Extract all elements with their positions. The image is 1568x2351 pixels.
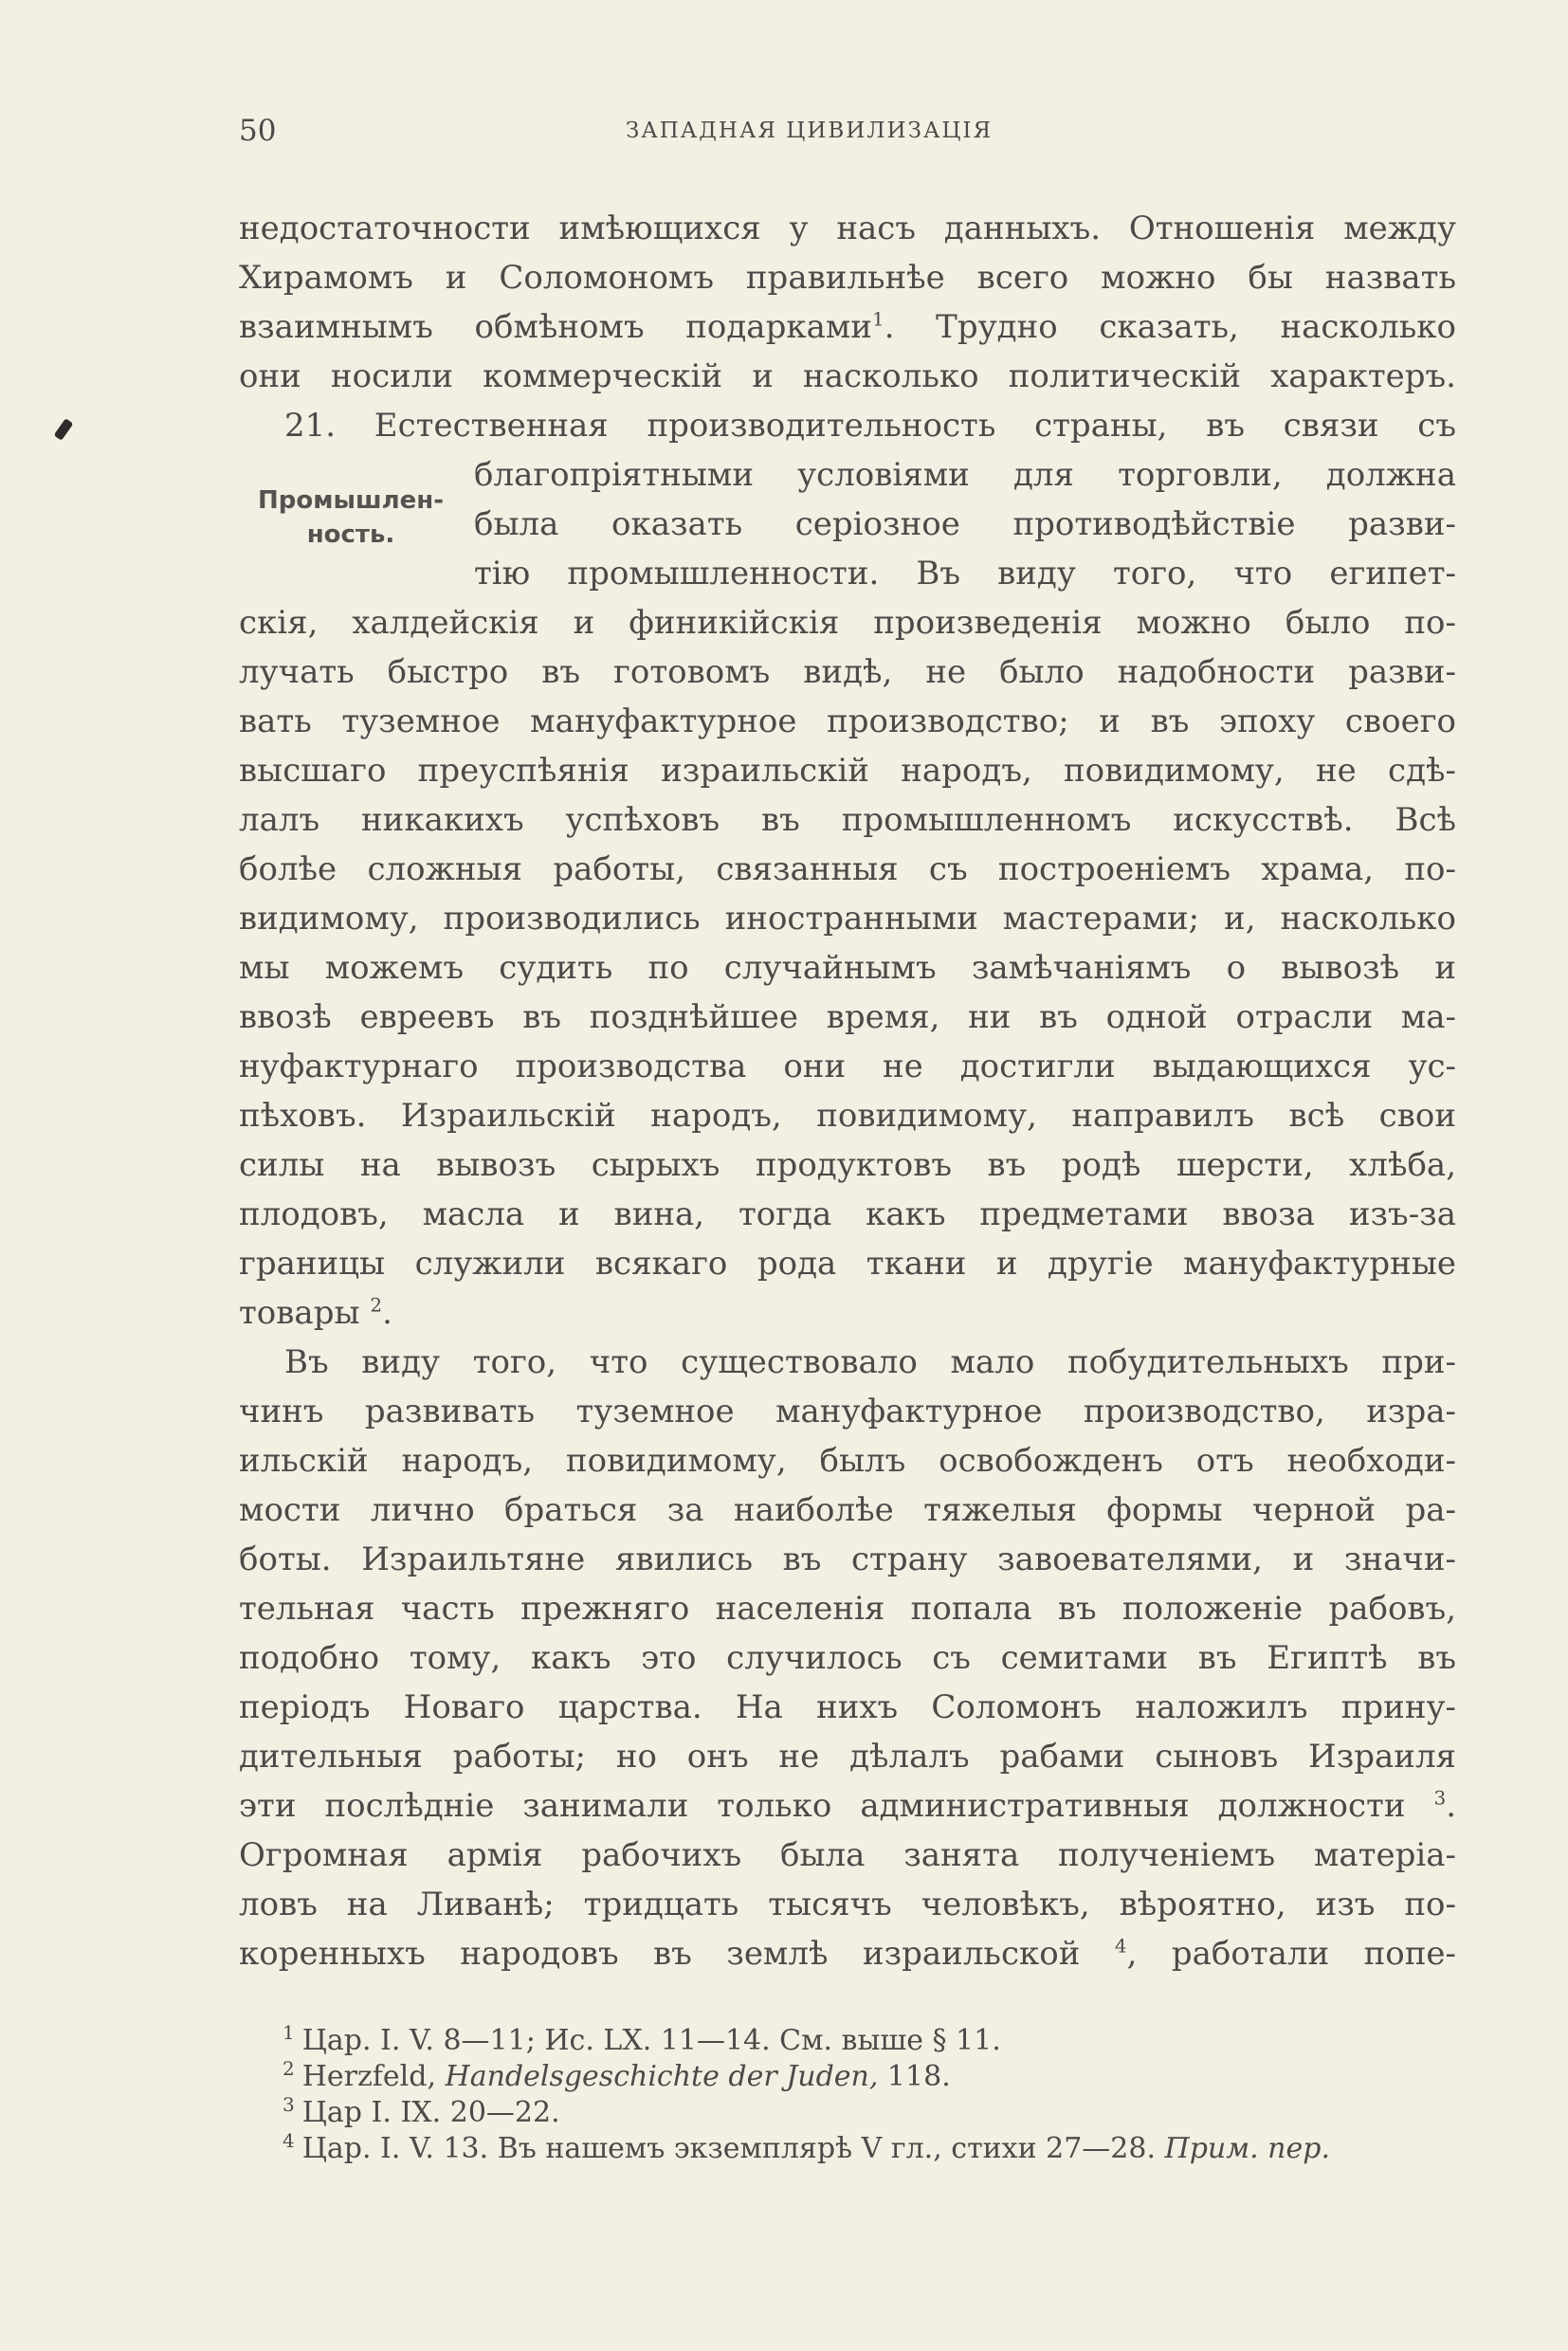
text-line: 21. Естественная производительность страны, въ связи съ [284, 407, 1456, 445]
text-fragment: взаимнымъ обмѣномъ подарками [239, 308, 872, 346]
text-line: Въ виду того, что существовало мало побудительныхъ при- [284, 1343, 1456, 1381]
text-line: лучать быстро въ готовомъ видѣ, не было надобности разви- [239, 653, 1456, 691]
text-line: эти послѣдніе занимали только административныя должности $^3$. [239, 1786, 1456, 1825]
footnote-mark: 2 [283, 2057, 295, 2080]
footnote-mark: 1 [283, 2021, 295, 2044]
text-fragment: , работали попе- [1126, 1935, 1456, 1973]
text-line [239, 1929, 1456, 1978]
text-line: болѣе сложныя работы, связанныя съ построеніемъ храма, по- [239, 850, 1456, 888]
text-line: лалъ никакихъ успѣховъ въ промышленномъ искусствѣ. Всѣ [239, 801, 1456, 839]
margin-heading [256, 483, 446, 552]
text-line: ловъ на Ливанѣ; тридцать тысячъ человѣкъ, вѣроятно, изъ по- [239, 1886, 1456, 1923]
footnote-text: Цар. I. V. 8—11; Ис. LX. 11—14. См. выше § 11. [301, 2024, 1001, 2057]
text-fragment: . Трудно сказать, насколько [884, 308, 1456, 346]
running-title: ЗАПАДНАЯ ЦИВИЛИЗАЦІЯ [626, 118, 994, 143]
footnote-title: Handelsgeschichte der Juden, [445, 2060, 879, 2093]
text-fragment: эти послѣдніе занимали только административныя должности [239, 1787, 1406, 1825]
text-line: мы можемъ судить по случайнымъ замѣчаніямъ о вывозѣ и [239, 949, 1456, 987]
text-line: боты. Израильтяне явились въ страну завоевателями, и значи- [239, 1540, 1456, 1578]
text-line: тію промышленности. Въ виду того, что египет- [474, 555, 1456, 592]
footnote-ref: 1 [871, 307, 884, 331]
footnote-note: Прим. пер. [1164, 2132, 1330, 2165]
text-line: товары $^2$. [239, 1293, 392, 1332]
footnote-text: Herzfeld, [301, 2060, 446, 2093]
text-line: плодовъ, масла и вина, тогда какъ предметами ввоза изъ-за [239, 1195, 1456, 1233]
text-line: подобно тому, какъ это случилось съ семитами въ Египтѣ въ [239, 1639, 1456, 1677]
page-number: 50 [239, 114, 277, 148]
text-line: высшаго преуспѣянія израильскій народъ, повидимому, не сдѣ- [239, 752, 1456, 790]
text-line: пѣховъ. Израильскій народъ, повидимому, направилъ всѣ свои [239, 1097, 1456, 1135]
text-line: была оказать серіозное противодѣйствіе разви- [474, 505, 1456, 543]
footnote-ref: 2 [370, 1293, 383, 1317]
text-line: Хирамомъ и Соломономъ правильнѣе всего можно бы назвать [239, 259, 1456, 297]
footnote-mark: 4 [283, 2129, 295, 2152]
text-line: ввозѣ евреевъ въ позднѣйшее время, ни въ одной отрасли ма- [239, 998, 1456, 1036]
footnote-ref: 3 [1433, 1786, 1447, 1810]
margin-heading-line: ность. [306, 520, 395, 549]
text-line: ильскій народъ, повидимому, былъ освобожденъ отъ необходи- [239, 1442, 1456, 1480]
text-line: нуфактурнаго производства они не достигли выдающихся ус- [239, 1048, 1456, 1085]
footnote-mark: 3 [283, 2093, 295, 2116]
text-line: благопріятными условіями для торговли, должна [474, 456, 1456, 494]
text-fragment: коренныхъ народовъ въ землѣ израильской [239, 1935, 1081, 1973]
text-line: тельная часть прежняго населенія попала въ положеніе рабовъ, [239, 1590, 1456, 1628]
text-line: границы служили всякаго рода ткани и другіе мануфактурные [239, 1245, 1456, 1283]
margin-heading-line: Промышлен- [257, 486, 445, 515]
text-line: мости лично браться за наиболѣе тяжелыя формы черной ра- [239, 1491, 1456, 1529]
text-fragment: товары [239, 1294, 360, 1332]
text-line: періодъ Новаго царства. На нихъ Соломонъ наложилъ прину- [239, 1688, 1456, 1726]
text-line: силы на вывозъ сырыхъ продуктовъ въ родѣ шерсти, хлѣба, [239, 1146, 1456, 1184]
text-line: видимому, производились иностранными мастерами; и, насколько [239, 900, 1456, 938]
text-line: скія, халдейскія и финикійскія произведенія можно было по- [239, 604, 1456, 642]
footnote-ref: 4 [1114, 1934, 1127, 1958]
text-line: чинъ развивать туземное мануфактурное производство, изра- [239, 1393, 1456, 1431]
pencil-mark [54, 418, 74, 441]
text-line [239, 302, 1456, 352]
footnote-text: Цар I. IX. 20—22. [301, 2096, 560, 2129]
text-line: вать туземное мануфактурное производство; и въ эпоху своего [239, 702, 1456, 740]
footnote [283, 2123, 1458, 2166]
text-line: Огромная армія рабочихъ была занята полученіемъ матеріа- [239, 1836, 1456, 1874]
text-line: они носили коммерческій и насколько политическій характеръ. [239, 357, 1456, 395]
text-line: дительныя работы; но онъ не дѣлалъ рабами сыновъ Израиля [239, 1738, 1456, 1776]
footnote-text: 118. [878, 2060, 951, 2093]
text-line: недостаточности имѣющихся у насъ данныхъ. Отношенія между [239, 210, 1456, 247]
footnote-text: Цар. I. V. 13. Въ нашемъ экземплярѣ V гл., стихи 27—28. [301, 2132, 1165, 2165]
